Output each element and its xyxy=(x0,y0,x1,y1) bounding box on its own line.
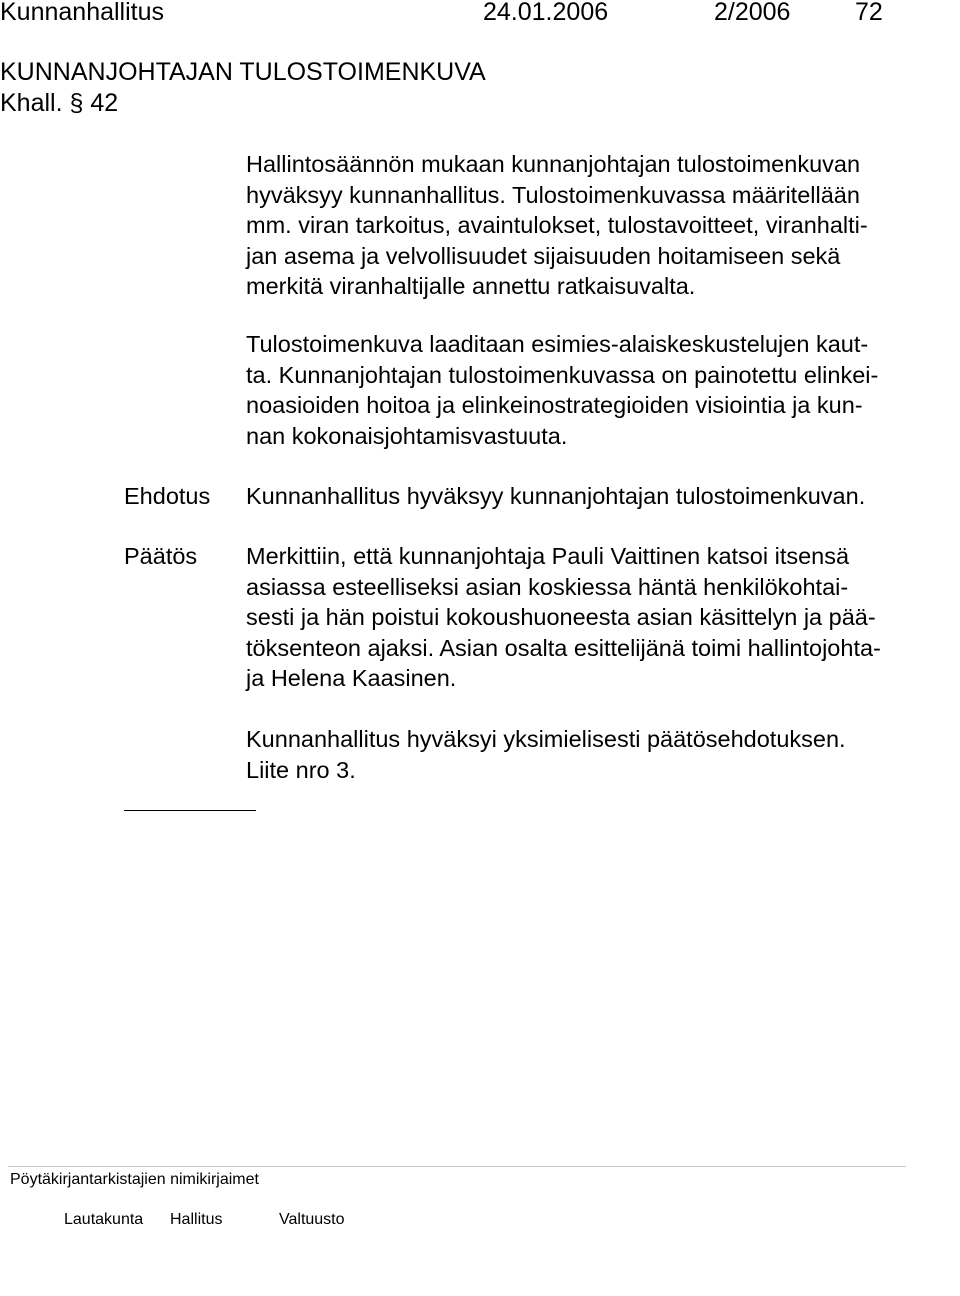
text-line: ja Helena Kaasinen. xyxy=(246,665,457,691)
issue-number: 2/2006 xyxy=(714,0,791,26)
footer-divider xyxy=(8,1166,906,1167)
text-line: hyväksyy kunnanhallitus. Tulostoimenkuvassa määritellään xyxy=(246,181,860,208)
text-line: Hallintosäännön mukaan kunnanjohtajan tulostoimenkuvan xyxy=(246,151,861,177)
text-line: merkitä viranhaltijalle annettu ratkaisuvalta. xyxy=(246,273,696,299)
text-line: Liite nro 3. xyxy=(246,756,356,783)
text-line: töksenteon ajaksi. Asian osalta esittelijänä toimi hallintojohta- xyxy=(246,634,881,661)
footer-col-valtuusto: Valtuusto xyxy=(279,1211,345,1228)
footer-col-hallitus: Hallitus xyxy=(170,1211,223,1228)
meeting-date: 24.01.2006 xyxy=(483,0,609,26)
text-line: Kunnanhallitus hyväksyy kunnanjohtajan tulostoimenkuvan. xyxy=(246,483,866,509)
decision-outcome xyxy=(246,724,846,785)
decision-label: Päätös xyxy=(124,543,198,569)
text-line: nan kokonaisjohtamisvastuuta. xyxy=(246,422,568,449)
decision-paragraph xyxy=(246,541,881,694)
signatures-label: Pöytäkirjantarkistajien nimikirjaimet xyxy=(10,1171,259,1188)
proposal-text xyxy=(246,481,865,512)
section-title: KUNNANJOHTAJAN TULOSTOIMENKUVA xyxy=(0,58,486,86)
proposal-label: Ehdotus xyxy=(124,483,211,509)
text-line: ta. Kunnanjohtajan tulostoimenkuvassa on painotettu elinkei- xyxy=(246,361,879,388)
text-line: Tulostoimenkuva laaditaan esimies-alaiskeskustelujen kaut- xyxy=(246,331,869,357)
text-line: jan asema ja velvollisuudet sijaisuuden hoitamiseen sekä xyxy=(246,242,841,269)
footer-col-lautakunta: Lautakunta xyxy=(64,1211,144,1228)
text-line: sesti ja hän poistui kokoushuoneesta asian käsittelyn ja pää- xyxy=(246,604,876,630)
text-line: noasioiden hoitoa ja elinkeinostrategioiden visiointia ja kun- xyxy=(246,392,863,418)
organ-name: Kunnanhallitus xyxy=(0,0,165,26)
intro-paragraph xyxy=(246,149,868,302)
page-number: 72 xyxy=(855,0,883,26)
end-rule xyxy=(124,810,256,811)
text-line: mm. viran tarkoitus, avaintulokset, tulostavoitteet, viranhalti- xyxy=(246,212,868,238)
description-paragraph xyxy=(246,329,878,451)
text-line: Merkittiin, että kunnanjohtaja Pauli Vaittinen katsoi itsensä xyxy=(246,543,850,569)
text-line: asiassa esteelliseksi asian koskiessa häntä henkilökohtai- xyxy=(246,573,849,600)
text-line: Kunnanhallitus hyväksyi yksimielisesti päätösehdotuksen. xyxy=(246,726,846,752)
section-ref: Khall. § 42 xyxy=(0,89,119,117)
